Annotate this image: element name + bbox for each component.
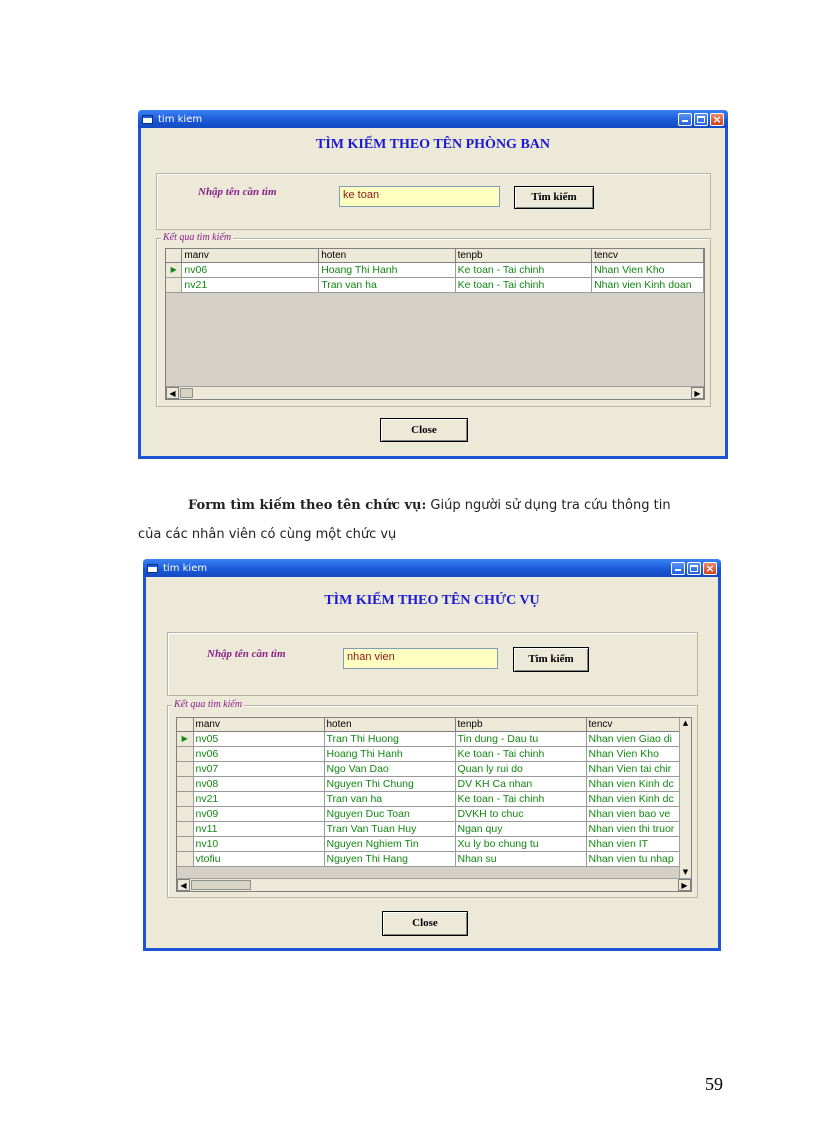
table-row[interactable] <box>177 746 681 761</box>
cell-manv[interactable]: nv06 <box>193 746 324 761</box>
cell-tencv[interactable]: Nhan Vien Kho <box>592 262 704 277</box>
close-icon[interactable]: × <box>710 113 724 126</box>
close-button[interactable]: Close <box>380 418 468 442</box>
cell-tenpb[interactable]: Xu ly bo chung tu <box>455 836 586 851</box>
cell-tenpb[interactable]: Nhan su <box>455 851 586 866</box>
search-label: Nhập tên cần tìm <box>207 648 286 660</box>
results-grid[interactable] <box>165 248 705 400</box>
cell-tencv[interactable]: Nhan vien bao ve <box>586 806 681 821</box>
cell-manv[interactable]: nv06 <box>182 262 319 277</box>
scroll-right-icon[interactable]: ▶ <box>678 879 691 891</box>
cell-tencv[interactable]: Nhan vien Kinh dc <box>586 791 681 806</box>
cell-manv[interactable]: nv10 <box>193 836 324 851</box>
table-row[interactable] <box>177 821 681 836</box>
cell-tencv[interactable]: Nhan Vien Kho <box>586 746 681 761</box>
cell-tencv[interactable]: Nhan vien IT <box>586 836 681 851</box>
search-frame <box>167 632 698 696</box>
table-row[interactable] <box>166 262 704 277</box>
table-row[interactable] <box>177 731 681 746</box>
cell-hoten[interactable]: Nguyen Duc Toan <box>324 806 455 821</box>
row-selector[interactable] <box>177 851 193 866</box>
table-row[interactable] <box>177 836 681 851</box>
minimize-icon[interactable] <box>678 113 692 126</box>
search-by-position-window <box>143 559 721 951</box>
search-frame <box>156 173 711 230</box>
cell-hoten[interactable]: Tran van ha <box>324 791 455 806</box>
cell-tencv[interactable]: Nhan vien thi truor <box>586 821 681 836</box>
cell-hoten[interactable]: Nguyen Thi Chung <box>324 776 455 791</box>
row-selector[interactable] <box>177 776 193 791</box>
scroll-thumb[interactable] <box>180 388 193 398</box>
search-by-department-window <box>138 110 728 459</box>
results-legend: Kết qua tìm kiếm <box>174 699 243 710</box>
cell-tenpb[interactable]: Ke toan - Tai chinh <box>455 746 586 761</box>
scroll-thumb[interactable] <box>191 880 251 890</box>
app-icon <box>147 564 158 573</box>
cell-tenpb[interactable]: Ke toan - Tai chinh <box>455 262 592 277</box>
app-icon <box>142 115 153 124</box>
table-row[interactable] <box>166 277 704 292</box>
cell-hoten[interactable]: Tran Van Tuan Huy <box>324 821 455 836</box>
cell-hoten[interactable]: Tran van ha <box>319 277 455 292</box>
row-selector[interactable] <box>177 821 193 836</box>
scroll-down-icon[interactable]: ▼ <box>682 868 689 876</box>
column-header-manv[interactable]: manv <box>182 249 319 262</box>
row-selector-header <box>177 718 193 731</box>
cell-tenpb[interactable]: Tin dung - Dau tu <box>455 731 586 746</box>
window-title: tim kiem <box>158 113 203 125</box>
close-button[interactable]: Close <box>382 911 468 936</box>
row-selector[interactable] <box>177 836 193 851</box>
results-legend: Kết qua tìm kiếm <box>163 232 232 243</box>
title-bar[interactable] <box>138 110 728 128</box>
description-line-2: của các nhân viên có cùng một chức vụ <box>138 527 397 542</box>
cell-tenpb[interactable]: Quan ly rui do <box>455 761 586 776</box>
row-selector[interactable] <box>177 761 193 776</box>
current-row-pointer-icon[interactable]: ▶ <box>166 262 182 277</box>
scroll-right-icon[interactable]: ▶ <box>691 387 704 399</box>
window-title: tim kiem <box>163 562 208 574</box>
scroll-left-icon[interactable]: ◀ <box>177 879 190 891</box>
cell-hoten[interactable]: Nguyen Thi Hang <box>324 851 455 866</box>
horizontal-scrollbar[interactable] <box>166 386 704 399</box>
search-input[interactable]: ke toan <box>339 186 500 207</box>
results-frame <box>156 232 711 407</box>
row-selector-header <box>166 249 182 262</box>
cell-manv[interactable]: nv21 <box>193 791 324 806</box>
close-icon[interactable]: × <box>703 562 717 575</box>
scroll-up-icon[interactable]: ▲ <box>682 719 689 727</box>
cell-hoten[interactable]: Hoang Thi Hanh <box>324 746 455 761</box>
cell-tencv[interactable]: Nhan vien tu nhap <box>586 851 681 866</box>
cell-manv[interactable]: nv11 <box>193 821 324 836</box>
results-frame <box>167 699 698 898</box>
maximize-icon[interactable] <box>694 113 708 126</box>
cell-tenpb[interactable]: Ke toan - Tai chinh <box>455 791 586 806</box>
page-number: 59 <box>705 1074 723 1094</box>
search-label: Nhập tên cần tìm <box>198 186 277 198</box>
row-selector[interactable] <box>166 277 182 292</box>
row-selector[interactable] <box>177 791 193 806</box>
cell-tenpb[interactable]: Ke toan - Tai chinh <box>455 277 592 292</box>
form-title: TÌM KIẾM THEO TÊN CHỨC VỤ <box>324 593 540 608</box>
table-row[interactable] <box>177 851 681 866</box>
cell-hoten[interactable]: Ngo Van Dao <box>324 761 455 776</box>
search-button[interactable]: Tim kiếm <box>513 647 589 672</box>
description-heading: Form tìm kiếm theo tên chức vụ: <box>188 498 427 513</box>
column-header-hoten[interactable]: hoten <box>319 249 455 262</box>
row-selector[interactable] <box>177 806 193 821</box>
cell-tencv[interactable]: Nhan vien Kinh doan <box>592 277 704 292</box>
column-header-tencv[interactable]: tencv <box>586 718 681 731</box>
cell-tenpb[interactable]: DV KH Ca nhan <box>455 776 586 791</box>
table-row[interactable] <box>177 776 681 791</box>
search-input[interactable]: nhan vien <box>343 648 498 669</box>
cell-hoten[interactable]: Hoang Thi Hanh <box>319 262 455 277</box>
table-row[interactable] <box>177 791 681 806</box>
maximize-icon[interactable] <box>687 562 701 575</box>
description-text-1: Giúp người sử dụng tra cứu thông tin <box>426 498 671 513</box>
horizontal-scrollbar[interactable] <box>177 878 691 891</box>
cell-manv[interactable]: nv05 <box>193 731 324 746</box>
cell-tenpb[interactable]: DVKH to chuc <box>455 806 586 821</box>
cell-tencv[interactable]: Nhan vien Giao di <box>586 731 681 746</box>
table-row[interactable] <box>177 806 681 821</box>
column-header-tenpb[interactable]: tenpb <box>455 718 586 731</box>
title-bar[interactable] <box>143 559 721 577</box>
column-header-manv[interactable]: manv <box>193 718 324 731</box>
cell-manv[interactable]: nv21 <box>182 277 319 292</box>
row-selector[interactable] <box>177 746 193 761</box>
description-line-1 <box>188 498 671 513</box>
form-title: TÌM KIẾM THEO TÊN PHÒNG BAN <box>315 137 550 152</box>
cell-manv[interactable]: nv09 <box>193 806 324 821</box>
cell-hoten[interactable]: Tran Thi Huong <box>324 731 455 746</box>
cell-tenpb[interactable]: Ngan quy <box>455 821 586 836</box>
results-grid[interactable] <box>176 717 692 892</box>
column-header-tencv[interactable]: tencv <box>592 249 704 262</box>
column-header-hoten[interactable]: hoten <box>324 718 455 731</box>
cell-manv[interactable]: nv07 <box>193 761 324 776</box>
cell-hoten[interactable]: Nguyen Nghiem Tin <box>324 836 455 851</box>
cell-manv[interactable]: nv08 <box>193 776 324 791</box>
cell-manv[interactable]: vtofiu <box>193 851 324 866</box>
search-button[interactable]: Tim kiếm <box>514 186 594 209</box>
scroll-left-icon[interactable]: ◀ <box>166 387 179 399</box>
minimize-icon[interactable] <box>671 562 685 575</box>
column-header-tenpb[interactable]: tenpb <box>455 249 592 262</box>
vertical-scrollbar[interactable] <box>679 718 691 878</box>
table-row[interactable] <box>177 761 681 776</box>
cell-tencv[interactable]: Nhan vien Kinh dc <box>586 776 681 791</box>
current-row-pointer-icon[interactable]: ▶ <box>177 731 193 746</box>
cell-tencv[interactable]: Nhan Vien tai chir <box>586 761 681 776</box>
